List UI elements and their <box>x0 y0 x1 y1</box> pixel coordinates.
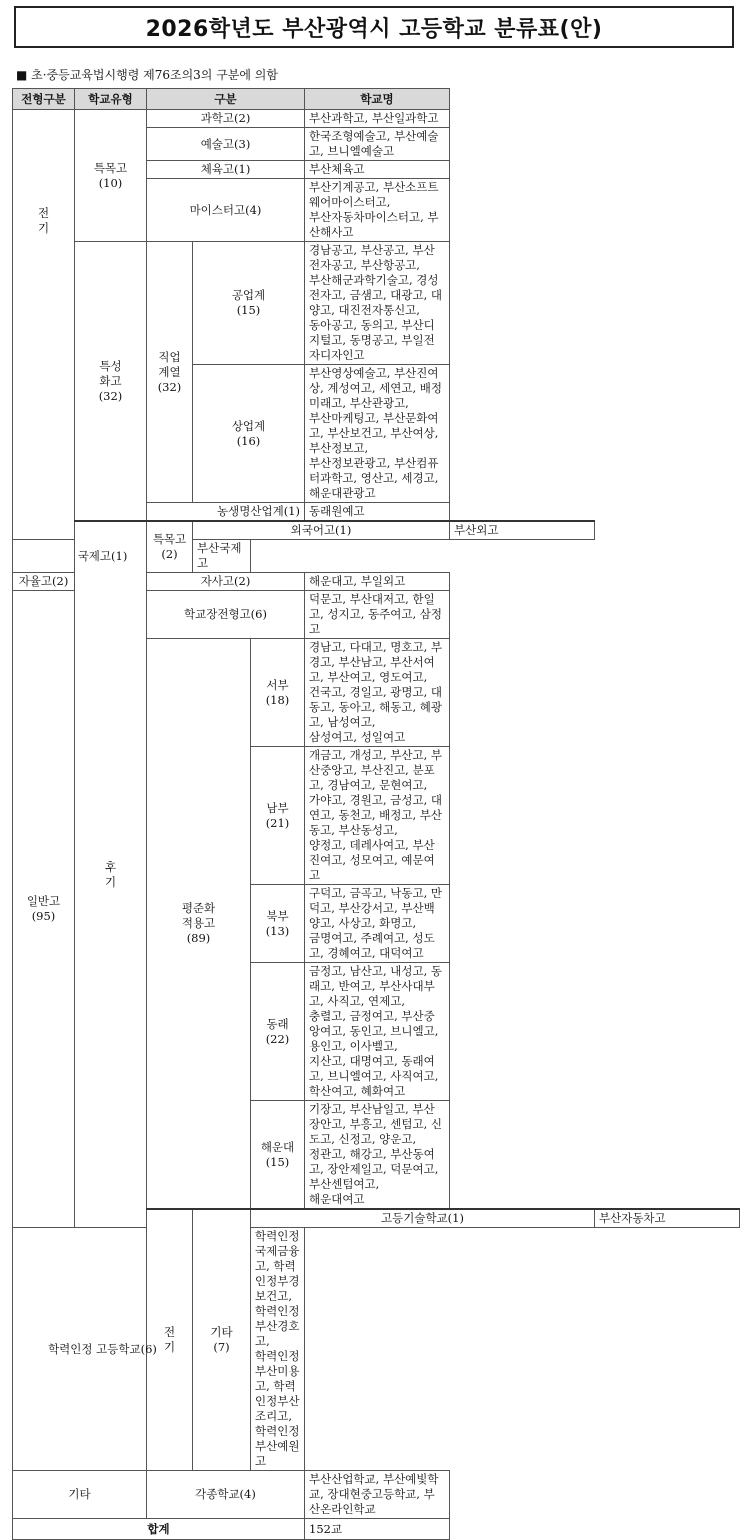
cat-arts: 예술고(3) <box>147 128 305 161</box>
type-specialized: 특성 화고 (32) <box>75 242 147 522</box>
schools-commerce: 부산영상예술고, 부산진여상, 계성여고, 세연고, 배정미래고, 부산관광고, 부산마케팅고, 부산문화여고, 부산보건고, 부산여상, 부산정보고, 부산정보관광고, 부산컴퓨터과학고, 영산고, 세경고, 해운대관광고 <box>305 365 450 503</box>
schools-private: 해운대고, 부일외고 <box>305 573 450 591</box>
schools-principal: 덕문고, 부산대저고, 한일고, 성지고, 동주여고, 삼정고 <box>305 591 450 639</box>
schools-arts: 한국조형예술고, 부산예술고, 브니엘예술고 <box>305 128 450 161</box>
cat-meister: 마이스터고(4) <box>147 179 305 242</box>
period-early: 전 기 <box>13 110 75 540</box>
cat-misc: 각종학교(4) <box>147 1471 305 1519</box>
schools-north: 구덕고, 금곡고, 낙동고, 만덕고, 부산강서고, 부산백양고, 사상고, 화명고, 금명여고, 주례여고, 성도고, 경혜여고, 대덕여고 <box>305 885 450 963</box>
total-value: 152교 <box>305 1519 450 1540</box>
header-row <box>13 89 740 110</box>
cat-foreign: 외국어고(1) <box>193 521 450 540</box>
header-type: 학교유형 <box>75 89 147 110</box>
cat-hightech: 고등기술학교(1) <box>251 1209 595 1228</box>
schools-intl: 부산국제고 <box>193 540 251 573</box>
schools-foreign: 부산외고 <box>450 521 595 540</box>
total-label: 합계 <box>13 1519 305 1540</box>
type-other: 기타 (7) <box>193 1209 251 1471</box>
region-west: 서부 (18) <box>251 639 305 747</box>
type-autonomous: 자율고(2) <box>13 573 75 591</box>
header-schools: 학교명 <box>305 89 450 110</box>
cat-private: 자사고(2) <box>147 573 305 591</box>
cat-agri: 농생명산업계(1) <box>147 503 305 522</box>
schools-misc: 부산산업학교, 부산예빛학교, 장대현중고등학교, 부산온라인학교 <box>305 1471 450 1519</box>
cat-accredited: 학력인정 고등학교(6) <box>13 1228 193 1471</box>
note: ■ 초·중등교육법시행령 제76조의3의 구분에 의함 <box>16 68 278 82</box>
schools-south: 개금고, 개성고, 부산고, 부산중앙고, 부산진고, 분포고, 경남여고, 문현여고, 가야고, 경원고, 금성고, 대연고, 동천고, 배정고, 부산동고, 부산동성고, 양정고, 데레사여고, 부산진여고, 성모여고, 예문여고 <box>305 747 450 885</box>
period-etc: 기타 <box>13 1471 147 1519</box>
schools-science: 부산과학고, 부산일과학고 <box>305 110 450 128</box>
cat-equal: 평준화 적용고 (89) <box>147 639 251 1210</box>
type-general: 일반고 (95) <box>13 591 75 1228</box>
cat-sports: 체육고(1) <box>147 161 305 179</box>
cat-intl: 국제고(1) <box>13 540 193 573</box>
schools-hightech: 부산자동차고 <box>595 1209 740 1228</box>
cat-principal: 학교장전형고(6) <box>147 591 305 639</box>
type-late-special: 특목고 (2) <box>147 521 193 573</box>
region-haeundae: 해운대 (15) <box>251 1101 305 1210</box>
region-east: 동래 (22) <box>251 963 305 1101</box>
header-period: 전형구분 <box>13 89 75 110</box>
schools-east: 금정고, 남산고, 내성고, 동래고, 반여고, 부산사대부고, 사직고, 연제고, 충렬고, 금정여고, 부산중앙여고, 동인고, 브니엘고, 용인고, 이사벨고, 지산고, 대명여고, 동래여고, 브니엘여고, 사직여고, 학산여고, 혜화여고 <box>305 963 450 1101</box>
header-category: 구분 <box>147 89 305 110</box>
region-north: 북부 (13) <box>251 885 305 963</box>
period-early-other: 전 기 <box>147 1209 193 1471</box>
page-title: 2026학년도 부산광역시 고등학교 분류표(안) <box>145 16 603 42</box>
type-special-purpose: 특목고 (10) <box>75 110 147 242</box>
cat-vocational: 직업 계열 (32) <box>147 242 193 503</box>
title-box <box>14 6 734 48</box>
schools-meister: 부산기계공고, 부산소프트웨어마이스터고, 부산자동차마이스터고, 부산해사고 <box>305 179 450 242</box>
period-late: 후 기 <box>75 521 147 1228</box>
cat-commerce: 상업계 (16) <box>193 365 305 503</box>
classification-table <box>12 88 740 1540</box>
schools-industry: 경남공고, 부산공고, 부산전자공고, 부산항공고, 부산해군과학기술고, 경성전자고, 금샘고, 대광고, 대양고, 대진전자통신고, 동아공고, 동의고, 부산디지털고, 동명공고, 부일전자디자인고 <box>305 242 450 365</box>
schools-accredited: 학력인정국제금융고, 학력인정부경보건고, 학력인정부산경호고, 학력인정부산미용고, 학력인정부산조리고, 학력인정부산예원고 <box>251 1228 305 1471</box>
region-south: 남부 (21) <box>251 747 305 885</box>
schools-west: 경남고, 다대고, 명호고, 부경고, 부산남고, 부산서여고, 부산여고, 영도여고, 건국고, 경일고, 광명고, 대동고, 동아고, 해동고, 혜광고, 남성여고, 삼성여고, 성일여고 <box>305 639 450 747</box>
schools-haeundae: 기장고, 부산남일고, 부산장안고, 부흥고, 센텀고, 신도고, 신정고, 양운고, 정관고, 해강고, 부산동여고, 장안제일고, 덕문여고, 부산센텀여고, 해운대여고 <box>305 1101 450 1210</box>
schools-sports: 부산체육고 <box>305 161 450 179</box>
cat-science: 과학고(2) <box>147 110 305 128</box>
cat-industry: 공업계 (15) <box>193 242 305 365</box>
schools-agri: 동래원예고 <box>305 503 450 522</box>
